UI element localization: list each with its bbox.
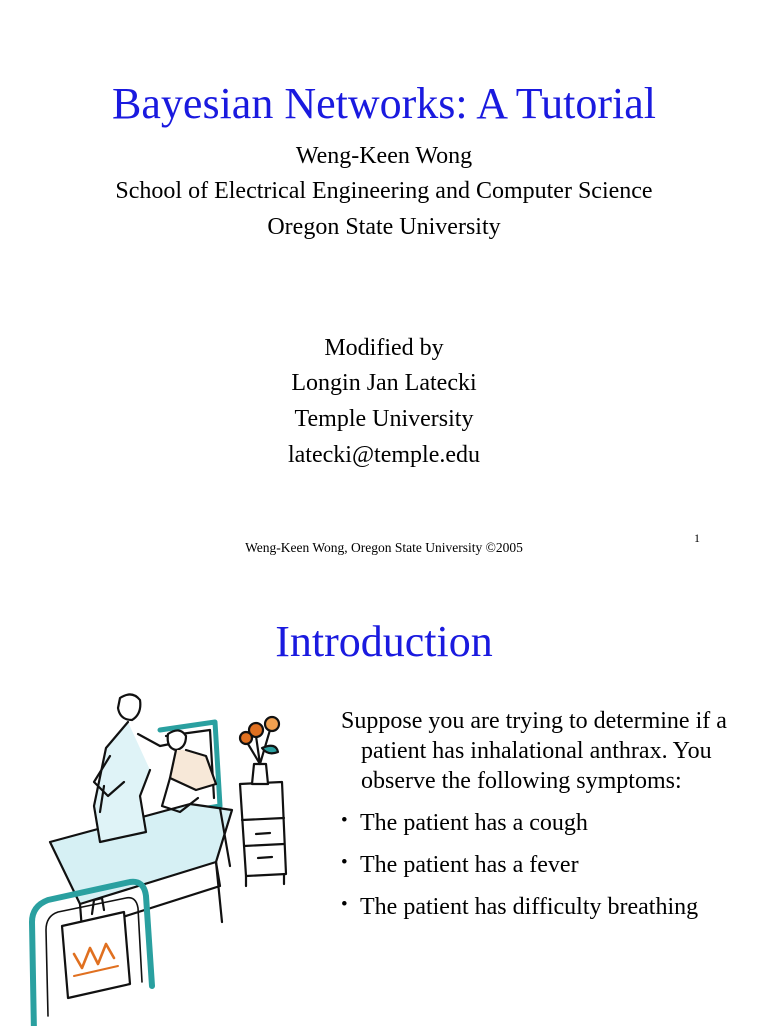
modified-by-label: Modified by [324, 335, 444, 361]
modifier-name: Longin Jan Latecki [291, 370, 477, 396]
intro-paragraph: Suppose you are trying to determine if a patient has inhalational anthrax. You observe the following symptoms: [341, 708, 727, 794]
modifier-email: latecki@temple.edu [287, 442, 481, 468]
list-item [341, 808, 761, 838]
slide-footer: Weng-Keen Wong, Oregon State University ©2005 [245, 540, 523, 555]
bullet-icon: • [341, 810, 348, 831]
bullet-text: The patient has difficulty breathing [360, 894, 699, 920]
bullet-icon: • [341, 894, 348, 915]
department: School of Electrical Engineering and Computer Science [115, 178, 653, 204]
list-item [341, 892, 761, 922]
bullet-icon: • [341, 852, 348, 873]
slide-body [341, 706, 761, 934]
list-item [341, 850, 761, 880]
symptom-list [341, 808, 761, 922]
slide-2 [0, 578, 768, 1024]
bullet-text: The patient has a cough [360, 810, 588, 836]
page-number: 1 [694, 531, 700, 545]
bullet-text: The patient has a fever [360, 852, 579, 878]
university: Oregon State University [267, 214, 501, 240]
slide-title: Introduction [275, 617, 493, 666]
slide-title: Bayesian Networks: A Tutorial [112, 79, 656, 128]
doctor-patient-clipart [20, 686, 320, 1026]
modifier-university: Temple University [294, 406, 474, 432]
author-name: Weng-Keen Wong [295, 143, 473, 169]
